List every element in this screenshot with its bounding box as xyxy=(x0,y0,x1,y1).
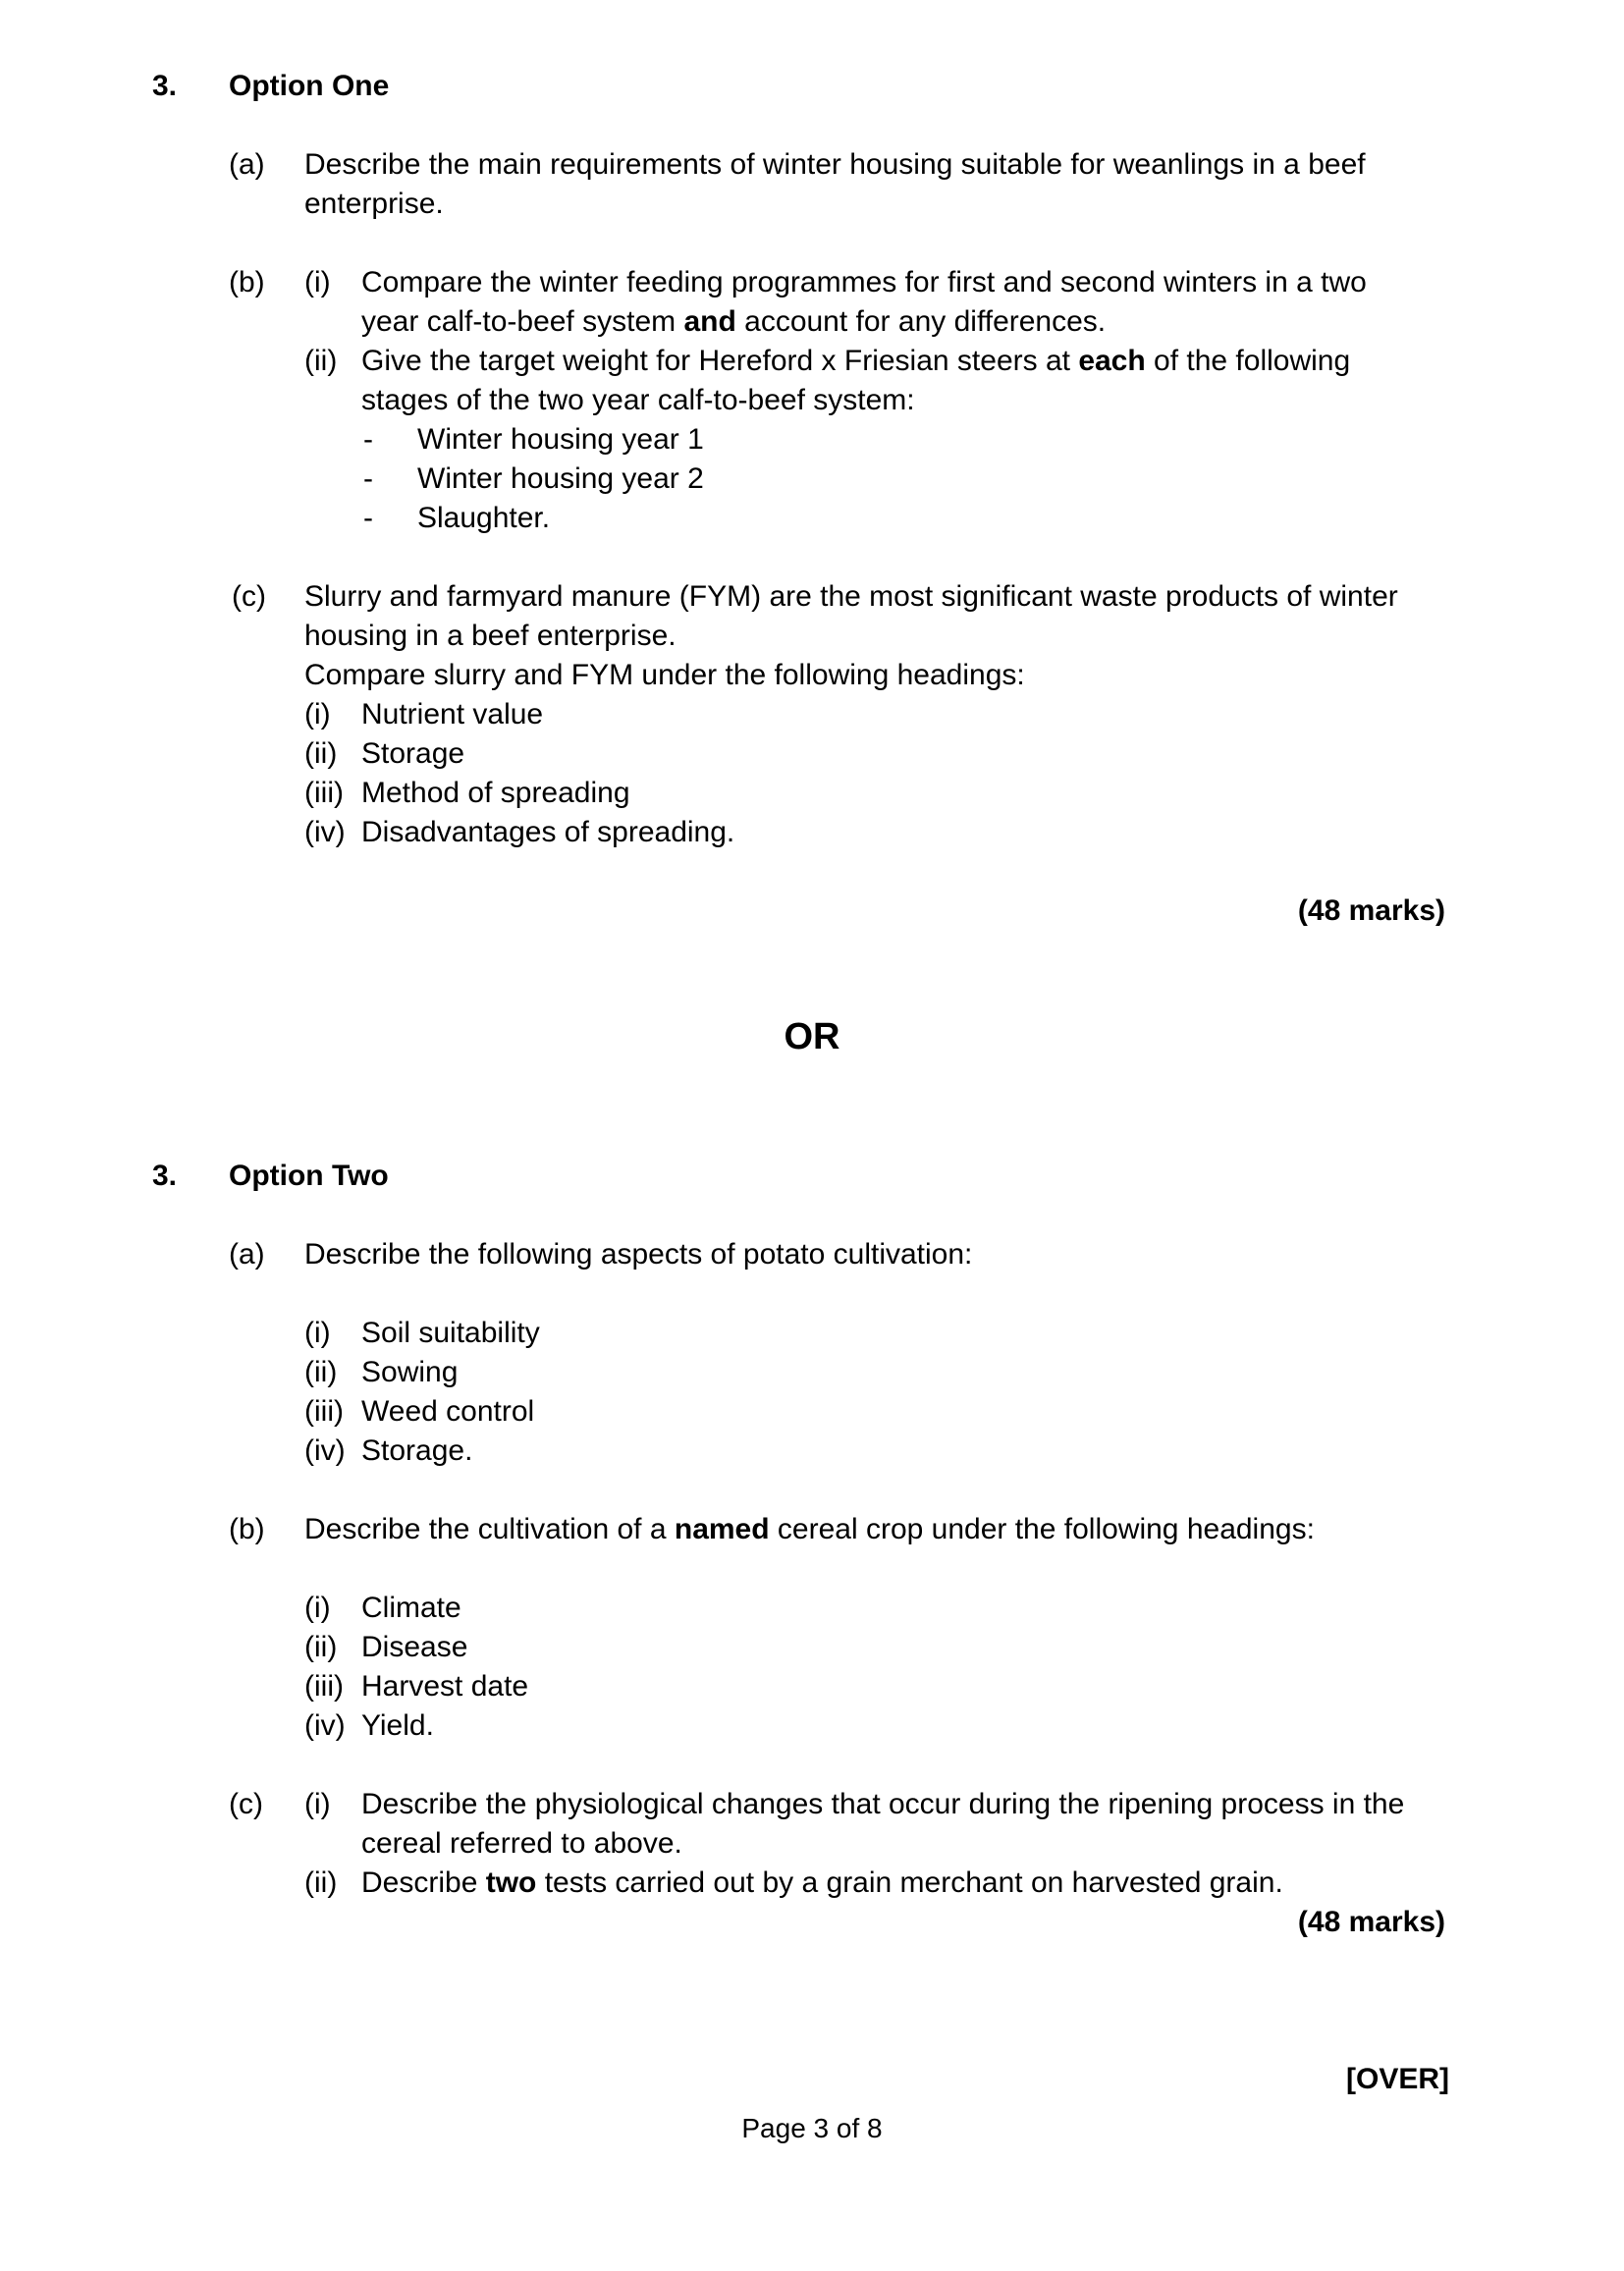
part-b-i-line2: year calf-to-beef system and account for any differences. xyxy=(361,305,1107,338)
part-a-line1: Describe the following aspects of potato cultivation: xyxy=(304,1238,973,1271)
question-number: 3. xyxy=(152,1160,178,1192)
part-c-i-line2: cereal referred to above. xyxy=(361,1827,682,1860)
part-c-i-label: (i) xyxy=(304,1788,331,1820)
part-b-ii-label: (ii) xyxy=(304,345,338,377)
part-a-label: (a) xyxy=(229,148,265,181)
part-b-line1: Describe the cultivation of a named cereal crop under the following headings: xyxy=(304,1513,1315,1545)
part-c-line2: housing in a beef enterprise. xyxy=(304,620,677,652)
heading-item-text: Disease xyxy=(361,1631,468,1663)
heading-item-label: (iv) xyxy=(304,1709,346,1742)
aspect-item-text: Soil suitability xyxy=(361,1317,540,1349)
stage-item: Slaughter. xyxy=(417,502,551,534)
aspect-item-text: Weed control xyxy=(361,1395,535,1428)
list-dash: - xyxy=(363,423,373,456)
marks-label: (48 marks) xyxy=(1297,894,1445,927)
part-c-label: (c) xyxy=(232,580,266,613)
part-c-ii-line: Describe two tests carried out by a grain merchant on harvested grain. xyxy=(361,1866,1283,1899)
option-one-title: Option One xyxy=(229,70,390,102)
part-a-line2: enterprise. xyxy=(304,188,444,220)
or-divider: OR xyxy=(784,1016,840,1057)
heading-item-text: Disadvantages of spreading. xyxy=(361,816,735,848)
heading-item-label: (iii) xyxy=(304,777,344,809)
part-b-ii-line2: stages of the two year calf-to-beef system: xyxy=(361,384,915,416)
part-a-line1: Describe the main requirements of winter housing suitable for weanlings in a beef xyxy=(304,148,1366,181)
part-b-i-line1: Compare the winter feeding programmes for first and second winters in a two xyxy=(361,266,1367,298)
heading-item-text: Climate xyxy=(361,1592,461,1624)
heading-item-text: Method of spreading xyxy=(361,777,630,809)
marks-label: (48 marks) xyxy=(1297,1906,1445,1938)
heading-item-label: (iii) xyxy=(304,1670,344,1703)
heading-item-text: Harvest date xyxy=(361,1670,529,1703)
heading-item-label: (iv) xyxy=(304,816,346,848)
part-c-ii-label: (ii) xyxy=(304,1866,338,1899)
list-dash: - xyxy=(363,462,373,495)
stage-item: Winter housing year 2 xyxy=(417,462,704,495)
part-c-line1: Slurry and farmyard manure (FYM) are the most significant waste products of winter xyxy=(304,580,1398,613)
part-c-line3: Compare slurry and FYM under the following headings: xyxy=(304,659,1025,691)
heading-item-label: (ii) xyxy=(304,1631,338,1663)
part-b-i-label: (i) xyxy=(304,266,331,298)
aspect-item-text: Sowing xyxy=(361,1356,459,1388)
heading-item-label: (i) xyxy=(304,698,331,730)
part-b-label: (b) xyxy=(229,1513,265,1545)
part-c-i-line1: Describe the physiological changes that occur during the ripening process in the xyxy=(361,1788,1405,1820)
aspect-item-label: (ii) xyxy=(304,1356,338,1388)
aspect-item-label: (iii) xyxy=(304,1395,344,1428)
heading-item-text: Nutrient value xyxy=(361,698,544,730)
list-dash: - xyxy=(363,502,373,534)
question-number: 3. xyxy=(152,70,178,102)
heading-item-text: Yield. xyxy=(361,1709,434,1742)
stage-item: Winter housing year 1 xyxy=(417,423,704,456)
part-c-label: (c) xyxy=(229,1788,263,1820)
heading-item-label: (i) xyxy=(304,1592,331,1624)
heading-item-label: (ii) xyxy=(304,737,338,770)
part-b-label: (b) xyxy=(229,266,265,298)
aspect-item-text: Storage. xyxy=(361,1434,473,1467)
over-label: [OVER] xyxy=(1346,2063,1449,2095)
aspect-item-label: (i) xyxy=(304,1317,331,1349)
part-b-ii-line1: Give the target weight for Hereford x Friesian steers at each of the following xyxy=(361,345,1351,377)
part-a-label: (a) xyxy=(229,1238,265,1271)
option-two-title: Option Two xyxy=(229,1160,389,1192)
heading-item-text: Storage xyxy=(361,737,465,770)
aspect-item-label: (iv) xyxy=(304,1434,346,1467)
page-number: Page 3 of 8 xyxy=(741,2113,883,2143)
